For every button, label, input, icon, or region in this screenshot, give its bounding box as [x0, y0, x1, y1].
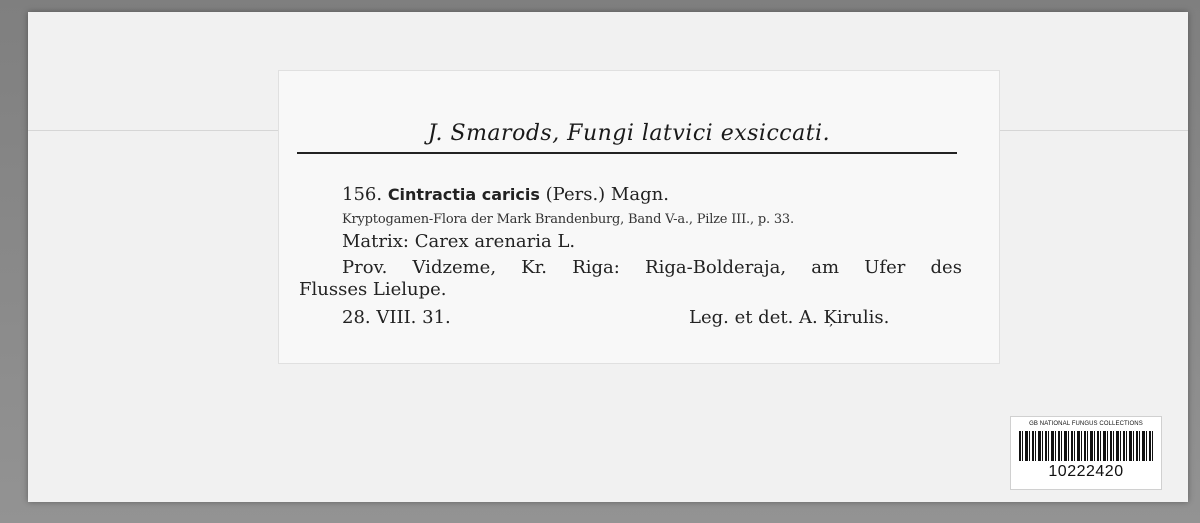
locality-word: Riga:	[572, 257, 620, 278]
title-rule	[297, 152, 957, 154]
locality-continuation: Flusses Lielupe.	[299, 279, 447, 300]
species-line	[342, 184, 669, 205]
species-name: Cintractia caricis	[387, 185, 540, 204]
species-authority: (Pers.) Magn.	[545, 184, 669, 205]
barcode-label	[1010, 416, 1162, 490]
barcode-title: GB NATIONAL FUNGUS COLLECTIONS	[1029, 421, 1143, 427]
locality-line	[342, 257, 962, 278]
locality-word: Kr.	[521, 257, 548, 278]
locality-word: Riga-Bolderaja,	[645, 257, 787, 278]
herbarium-label	[278, 70, 1000, 364]
collection-date: 28. VIII. 31.	[342, 307, 451, 328]
barcode-number: 10222420	[1048, 463, 1124, 480]
matrix-line: Matrix: Carex arenaria L.	[342, 231, 576, 252]
reference-line: Kryptogamen-Flora der Mark Brandenburg, Band V-a., Pilze III., p. 33.	[342, 212, 794, 227]
locality-word: Prov.	[342, 257, 388, 278]
collector-line: Leg. et det. A. Ķirulis.	[689, 307, 890, 328]
series-title: J. Smarods, Fungi latvici exsiccati.	[427, 121, 831, 146]
barcode-icon	[1019, 431, 1153, 461]
specimen-envelope	[28, 12, 1188, 502]
locality-word: Vidzeme,	[412, 257, 497, 278]
locality-word: am	[811, 257, 840, 278]
specimen-number: 156.	[342, 184, 383, 205]
locality-word: des	[930, 257, 962, 278]
locality-word: Ufer	[864, 257, 906, 278]
